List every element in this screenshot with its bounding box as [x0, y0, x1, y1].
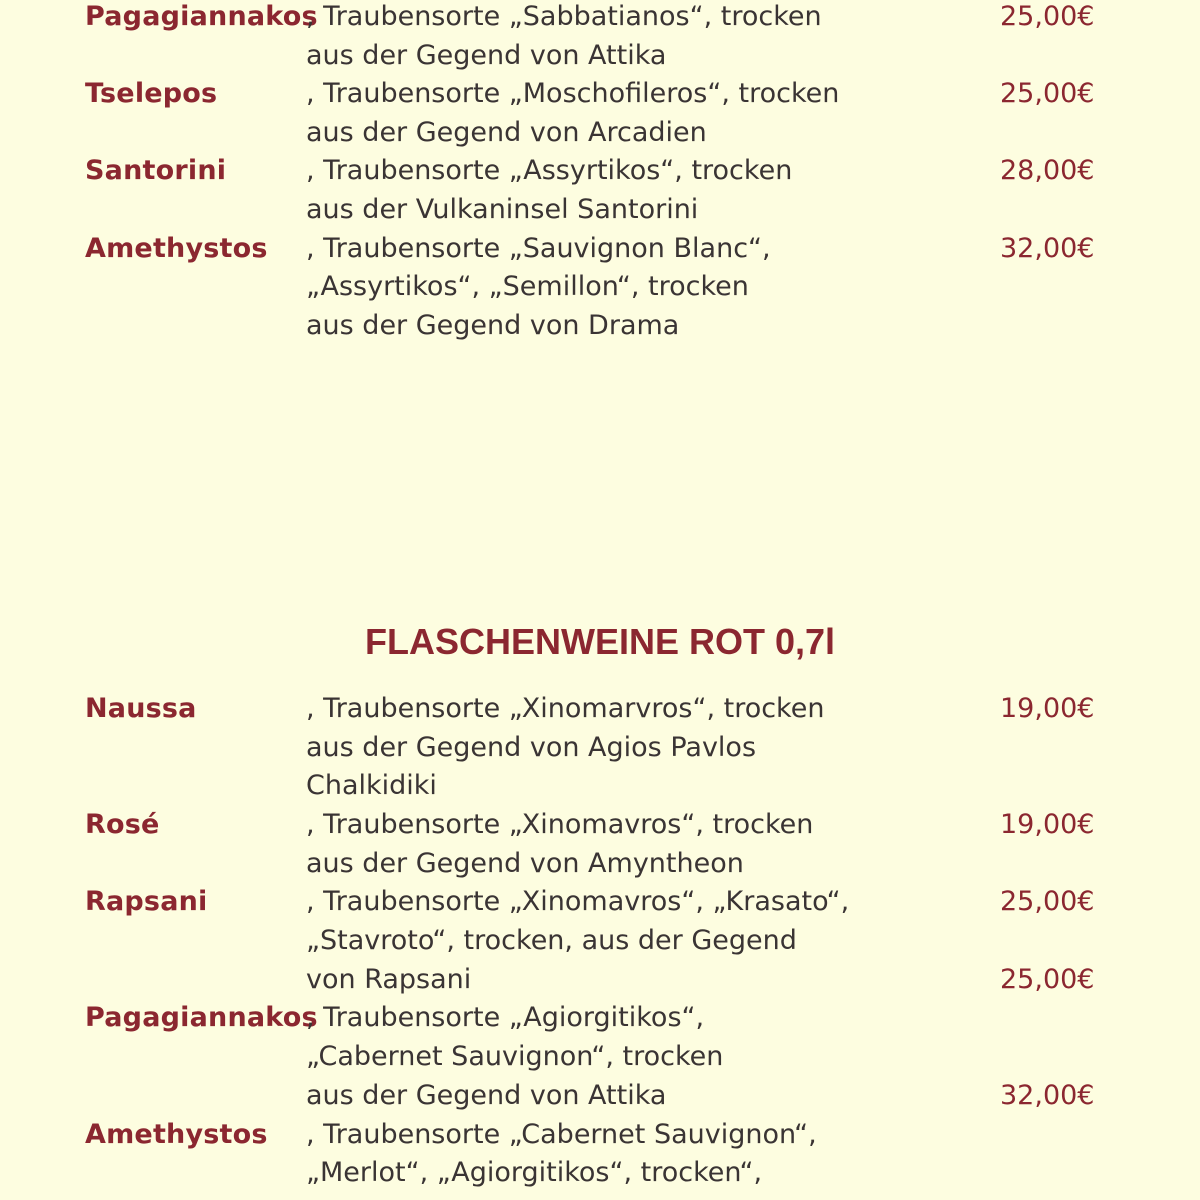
wine-description: aus der Gegend von Attika: [306, 1080, 667, 1111]
wine-description: , Traubensorte „Xinomarvros“, trocken: [306, 693, 825, 724]
wine-name: Tselepos: [85, 78, 218, 109]
wine-name: Santorini: [85, 155, 227, 186]
wine-description: , Traubensorte „Moschofileros“, trocken: [306, 78, 840, 109]
wine-description: , Traubensorte „Sauvignon Blanc“,: [306, 233, 771, 264]
wine-description: aus der Vulkaninsel Santorini: [306, 194, 699, 225]
wine-line: [0, 306, 1200, 345]
wine-line: [0, 689, 1200, 728]
wine-description: aus der Gegend von Amyntheon: [306, 848, 744, 879]
wine-description: „Assyrtikos“, „Semillon“, trocken: [306, 271, 749, 302]
wine-line: [0, 1115, 1200, 1154]
wine-line: [0, 882, 1200, 921]
wine-line: [0, 151, 1200, 190]
wine-line: [0, 1037, 1200, 1076]
wine-line: [0, 921, 1200, 960]
wine-line: [0, 190, 1200, 229]
wine-name: Pagagiannakos: [85, 1002, 318, 1033]
wine-price: 32,00€: [1000, 233, 1095, 264]
wine-price: 19,00€: [1000, 693, 1095, 724]
wine-description: , Traubensorte „Xinomavros“, „Krasato“,: [306, 886, 850, 917]
wine-description: , Traubensorte „Agiorgitikos“,: [306, 1002, 705, 1033]
wine-line: [0, 766, 1200, 805]
wine-description: aus der Gegend von Drama: [306, 310, 680, 341]
wine-name: Naussa: [85, 693, 197, 724]
wine-name: Rosé: [85, 809, 160, 840]
wine-description: von Rapsani: [306, 964, 472, 995]
wine-description: aus der Gegend von Attika: [306, 40, 667, 71]
wine-name: Amethystos: [85, 233, 268, 264]
wine-line: [0, 805, 1200, 844]
wine-name: Rapsani: [85, 886, 208, 917]
wine-line: [0, 267, 1200, 306]
wine-line: [0, 844, 1200, 883]
wine-price: 25,00€: [1000, 964, 1095, 995]
wine-line: [0, 113, 1200, 152]
wine-line: [0, 229, 1200, 268]
wine-name: Pagagiannakos: [85, 1, 318, 32]
wine-line: [0, 998, 1200, 1037]
wine-line: [0, 1076, 1200, 1115]
wine-line: [0, 1153, 1200, 1192]
wine-price: 25,00€: [1000, 78, 1095, 109]
wine-description: aus der Gegend von Agios Pavlos: [306, 732, 757, 763]
wine-line: [0, 36, 1200, 75]
wine-price: 32,00€: [1000, 1080, 1095, 1111]
wine-description: aus der Gegend von Arcadien: [306, 117, 707, 148]
wine-description: „Cabernet Sauvignon“, trocken: [306, 1041, 724, 1072]
wine-description: , Traubensorte „Xinomavros“, trocken: [306, 809, 814, 840]
section-title-red-wines: FLASCHENWEINE ROT 0,7l: [364, 620, 836, 662]
wine-price: 28,00€: [1000, 155, 1095, 186]
wine-line: [0, 728, 1200, 767]
wine-description: , Traubensorte „Cabernet Sauvignon“,: [306, 1119, 817, 1150]
wine-description: „Stavroto“, trocken, aus der Gegend: [306, 925, 797, 956]
wine-description: , Traubensorte „Assyrtikos“, trocken: [306, 155, 793, 186]
wine-name: Amethystos: [85, 1119, 268, 1150]
wine-price: 25,00€: [1000, 1, 1095, 32]
wine-line: [0, 74, 1200, 113]
wine-description: Chalkidiki: [306, 770, 437, 801]
wine-description: , Traubensorte „Sabbatianos“, trocken: [306, 1, 822, 32]
wine-line: [0, 0, 1200, 36]
wine-price: 25,00€: [1000, 886, 1095, 917]
wine-description: „Merlot“, „Agiorgitikos“, trocken“,: [306, 1157, 763, 1188]
wine-price: 19,00€: [1000, 809, 1095, 840]
wine-line: [0, 960, 1200, 999]
